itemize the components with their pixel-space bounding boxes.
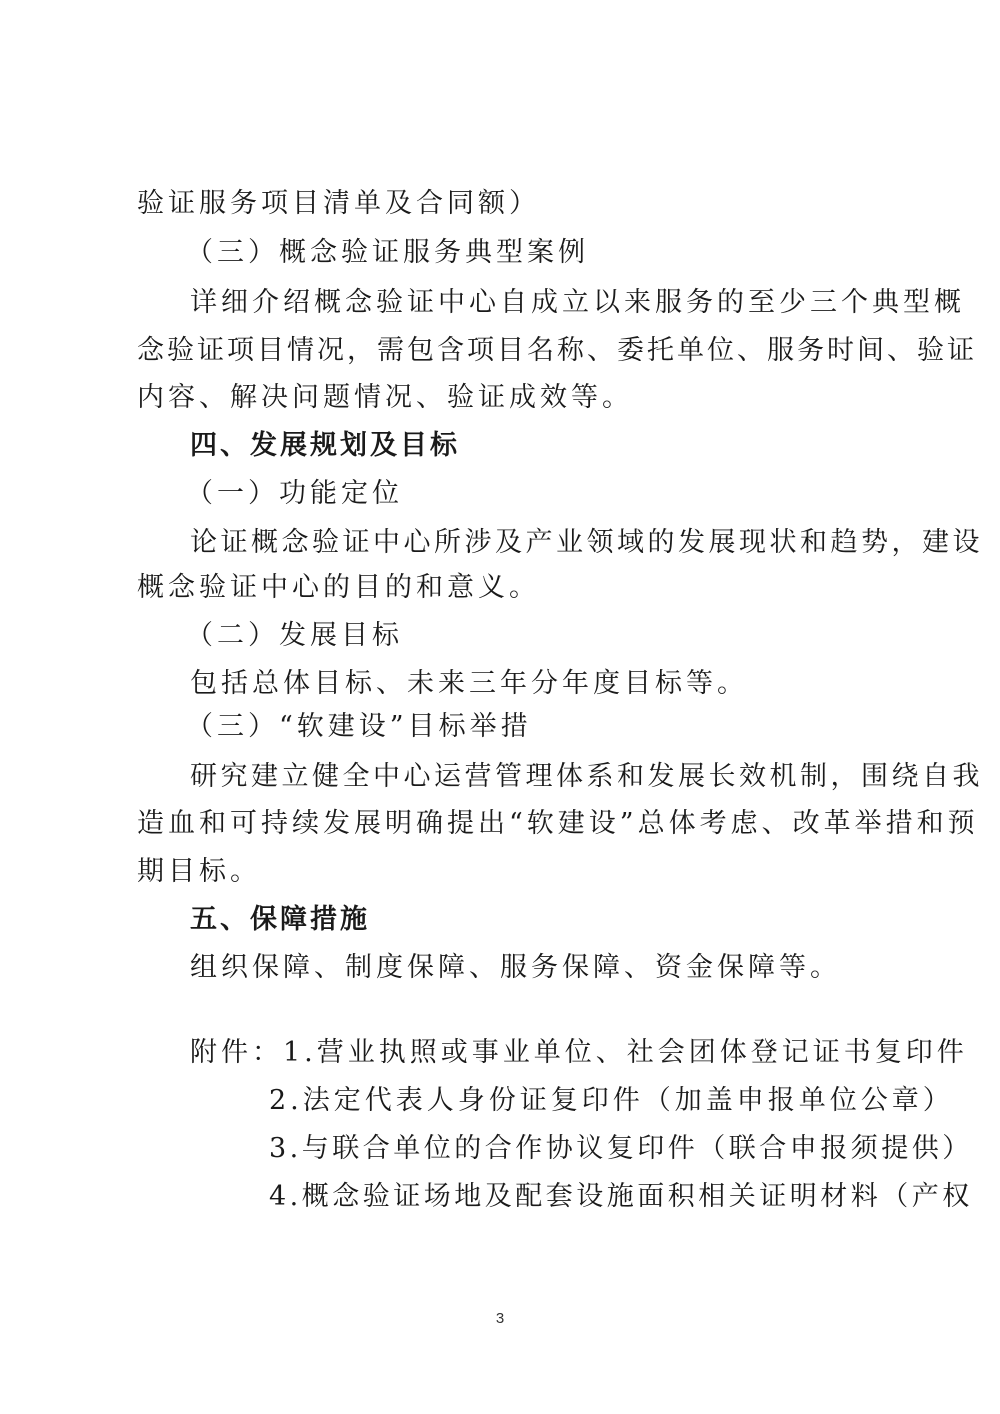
subheading: （三）“软建设”目标举措 — [186, 711, 532, 742]
text-line: 概念验证中心的目的和意义。 — [137, 572, 540, 603]
text-line: 组织保障、制度保障、服务保障、资金保障等。 — [190, 952, 841, 983]
attachment-item: 附件：1.营业执照或事业单位、社会团体登记证书复印件 — [190, 1037, 968, 1068]
text-line: 验证服务项目清单及合同额） — [137, 188, 540, 219]
subheading: （一）功能定位 — [186, 478, 403, 509]
text-line: 期目标。 — [137, 856, 261, 887]
text-line: 论证概念验证中心所涉及产业领域的发展现状和趋势，建设 — [190, 527, 983, 558]
page-number: 3 — [495, 1310, 505, 1327]
attachment-item: 4.概念验证场地及配套设施面积相关证明材料（产权 — [269, 1181, 973, 1212]
section-heading: 四、发展规划及目标 — [190, 430, 460, 461]
text-line: 详细介绍概念验证中心自成立以来服务的至少三个典型概 — [190, 287, 965, 318]
attachment-item: 2.法定代表人身份证复印件（加盖申报单位公章） — [269, 1085, 954, 1116]
section-heading: 五、保障措施 — [190, 904, 370, 935]
text-line: 造血和可持续发展明确提出“软建设”总体考虑、改革举措和预 — [137, 808, 979, 839]
text-line: 包括总体目标、未来三年分年度目标等。 — [190, 668, 748, 699]
text-line: 念验证项目情况，需包含项目名称、委托单位、服务时间、验证 — [137, 335, 977, 366]
attachment-item: 3.与联合单位的合作协议复印件（联合申报须提供） — [269, 1133, 973, 1164]
subheading: （二）发展目标 — [186, 620, 403, 651]
text-line: 内容、解决问题情况、验证成效等。 — [137, 382, 633, 413]
subheading: （三）概念验证服务典型案例 — [186, 237, 589, 268]
text-line: 研究建立健全中心运营管理体系和发展长效机制，围绕自我 — [190, 761, 983, 792]
